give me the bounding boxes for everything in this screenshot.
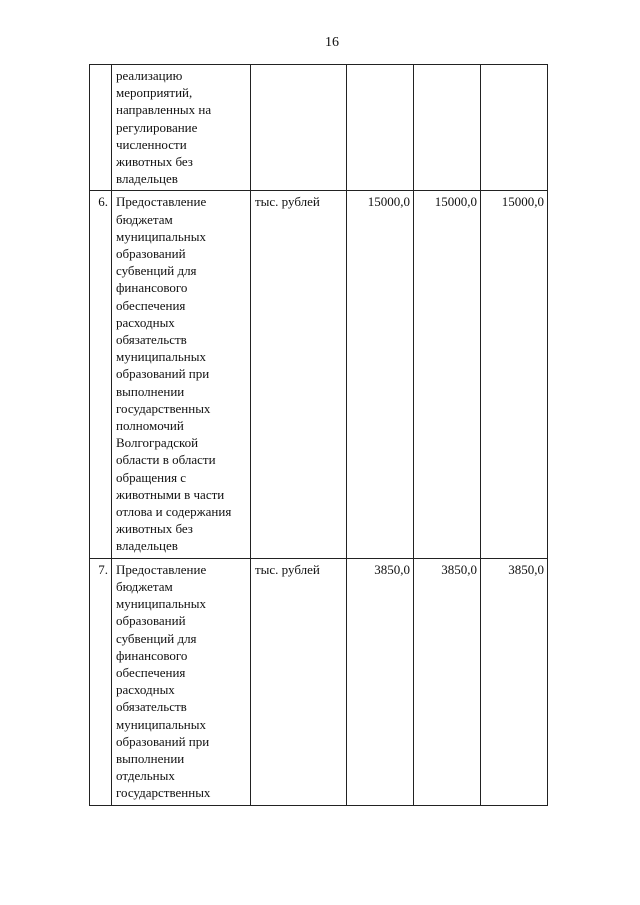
description-line: обязательств [116, 332, 187, 348]
description-line: отлова и содержания [116, 504, 232, 520]
description-line: расходных [116, 314, 175, 330]
description-line: обеспечения [116, 297, 186, 313]
row-value-1 [347, 65, 414, 191]
description-line: образований [116, 613, 186, 629]
description-line: численности [116, 136, 187, 152]
description-line: выполнении [116, 383, 185, 399]
description-line: обращения с [116, 469, 187, 485]
row-description [112, 191, 251, 558]
description-line: обязательств [116, 699, 187, 715]
page-number: 16 [325, 35, 339, 50]
description-line: выполнении [116, 750, 185, 766]
table-row [90, 191, 548, 558]
description-line: реализацию [116, 68, 183, 83]
description-line: владельцев [116, 538, 178, 554]
row-description [112, 558, 251, 805]
table-body [90, 65, 548, 806]
description-line: владельцев [116, 171, 178, 187]
row-value-3: 3850,0 [481, 558, 548, 805]
description-line: регулирование [116, 119, 198, 135]
description-line: животных без [116, 154, 193, 170]
description-line: финансового [116, 280, 188, 296]
description-line: муниципальных [116, 349, 207, 365]
row-value-2: 15000,0 [414, 191, 481, 558]
description-line: муниципальных [116, 716, 207, 732]
description-line: образований при [116, 366, 210, 382]
row-value-2 [414, 65, 481, 191]
budget-table [89, 64, 548, 806]
description-line: животных без [116, 521, 193, 537]
description-line: бюджетам [116, 211, 173, 227]
row-unit [251, 65, 347, 191]
description-line: обеспечения [116, 664, 186, 680]
row-number: 6. [90, 191, 112, 558]
description-line: образований при [116, 733, 210, 749]
description-line: направленных на [116, 102, 212, 118]
description-line: Предоставление [116, 194, 207, 210]
description-line: финансового [116, 647, 188, 663]
description-line: животными в части [116, 486, 225, 502]
description-line: муниципальных [116, 228, 207, 244]
description-line: субвенций для [116, 263, 197, 279]
description-line: государственных [116, 400, 211, 416]
row-value-1: 3850,0 [347, 558, 414, 805]
row-value-3 [481, 65, 548, 191]
row-number: 7. [90, 558, 112, 805]
description-line: Волгоградской [116, 435, 199, 451]
row-value-2: 3850,0 [414, 558, 481, 805]
description-line: бюджетам [116, 578, 173, 594]
table-row [90, 558, 548, 805]
row-value-1: 15000,0 [347, 191, 414, 558]
description-line: Предоставление [116, 561, 207, 577]
description-line: полномочий [116, 418, 184, 434]
row-description [112, 65, 251, 191]
table-row [90, 65, 548, 191]
row-unit: тыс. рублей [251, 558, 347, 805]
description-line: области в области [116, 452, 216, 468]
description-line: образований [116, 246, 186, 262]
description-line: государственных [116, 785, 211, 801]
description-line: субвенций для [116, 630, 197, 646]
row-unit: тыс. рублей [251, 191, 347, 558]
row-number [90, 65, 112, 191]
description-line: расходных [116, 682, 175, 698]
description-line: отдельных [116, 768, 175, 784]
description-line: муниципальных [116, 596, 207, 612]
description-line: мероприятий, [116, 85, 193, 101]
row-value-3: 15000,0 [481, 191, 548, 558]
